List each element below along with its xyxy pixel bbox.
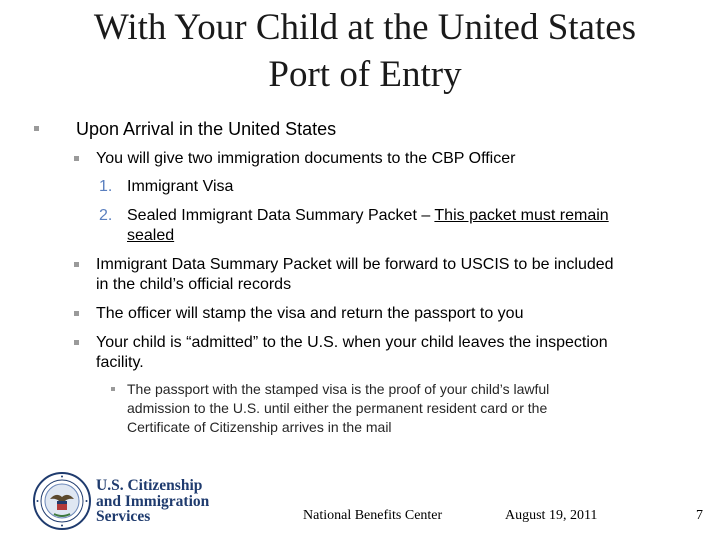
slide-title xyxy=(40,4,690,98)
dhs-seal-icon xyxy=(33,472,91,530)
logo-line-2: and Immigration xyxy=(96,492,210,510)
sub-sub-bullet-passport xyxy=(127,380,549,437)
page-number: 7 xyxy=(696,508,703,523)
bullet-marker xyxy=(34,126,39,131)
passport-line-3: Certificate of Citizenship arrives in the mail xyxy=(127,419,392,435)
title-line-1: With Your Child at the United States xyxy=(93,7,637,48)
logo-line-1: U.S. Citizenship xyxy=(96,477,203,494)
sub-bullet-forwarded xyxy=(96,255,614,295)
admitted-line-1: Your child is “admitted” to the U.S. when your child leaves the inspection xyxy=(96,334,608,351)
admitted-line-2: facility. xyxy=(96,354,144,371)
number-2: 2. xyxy=(99,207,113,224)
footer-org: National Benefits Center xyxy=(303,508,443,523)
numbered-item-packet xyxy=(127,206,687,246)
forwarded-line-1: Immigrant Data Summary Packet will be forward to USCIS to be included xyxy=(96,256,614,273)
sub-bullet-documents: You will give two immigration documents to the CBP Officer xyxy=(96,150,516,167)
forwarded-line-2: in the child’s official records xyxy=(96,276,292,293)
sub-bullet-admitted xyxy=(96,333,608,373)
passport-line-1: The passport with the stamped visa is the proof of your child’s lawful xyxy=(127,381,550,397)
sub-bullet-marker xyxy=(74,340,79,345)
numbered-item-visa: Immigrant Visa xyxy=(127,178,234,195)
footer-date: August 19, 2011 xyxy=(505,508,598,523)
packet-plain-text: Sealed Immigrant Data Summary Packet – xyxy=(127,207,435,224)
sub-bullet-marker xyxy=(74,262,79,267)
uscis-logo-text xyxy=(96,478,209,525)
sub-bullet-marker xyxy=(74,156,79,161)
packet-warning-text: This packet must remain xyxy=(434,207,609,224)
title-line-2: Port of Entry xyxy=(268,54,462,95)
packet-warning-text-2: sealed xyxy=(127,227,175,244)
logo-line-3: Services xyxy=(96,508,151,525)
sub-bullet-stamp: The officer will stamp the visa and return the passport to you xyxy=(96,305,524,322)
passport-line-2: admission to the U.S. until either the permanent resident card or the xyxy=(127,400,548,416)
bullet-arrival: Upon Arrival in the United States xyxy=(76,119,337,139)
sub-bullet-marker xyxy=(74,311,79,316)
number-1: 1. xyxy=(99,178,113,195)
sub-sub-bullet-marker xyxy=(111,387,115,391)
